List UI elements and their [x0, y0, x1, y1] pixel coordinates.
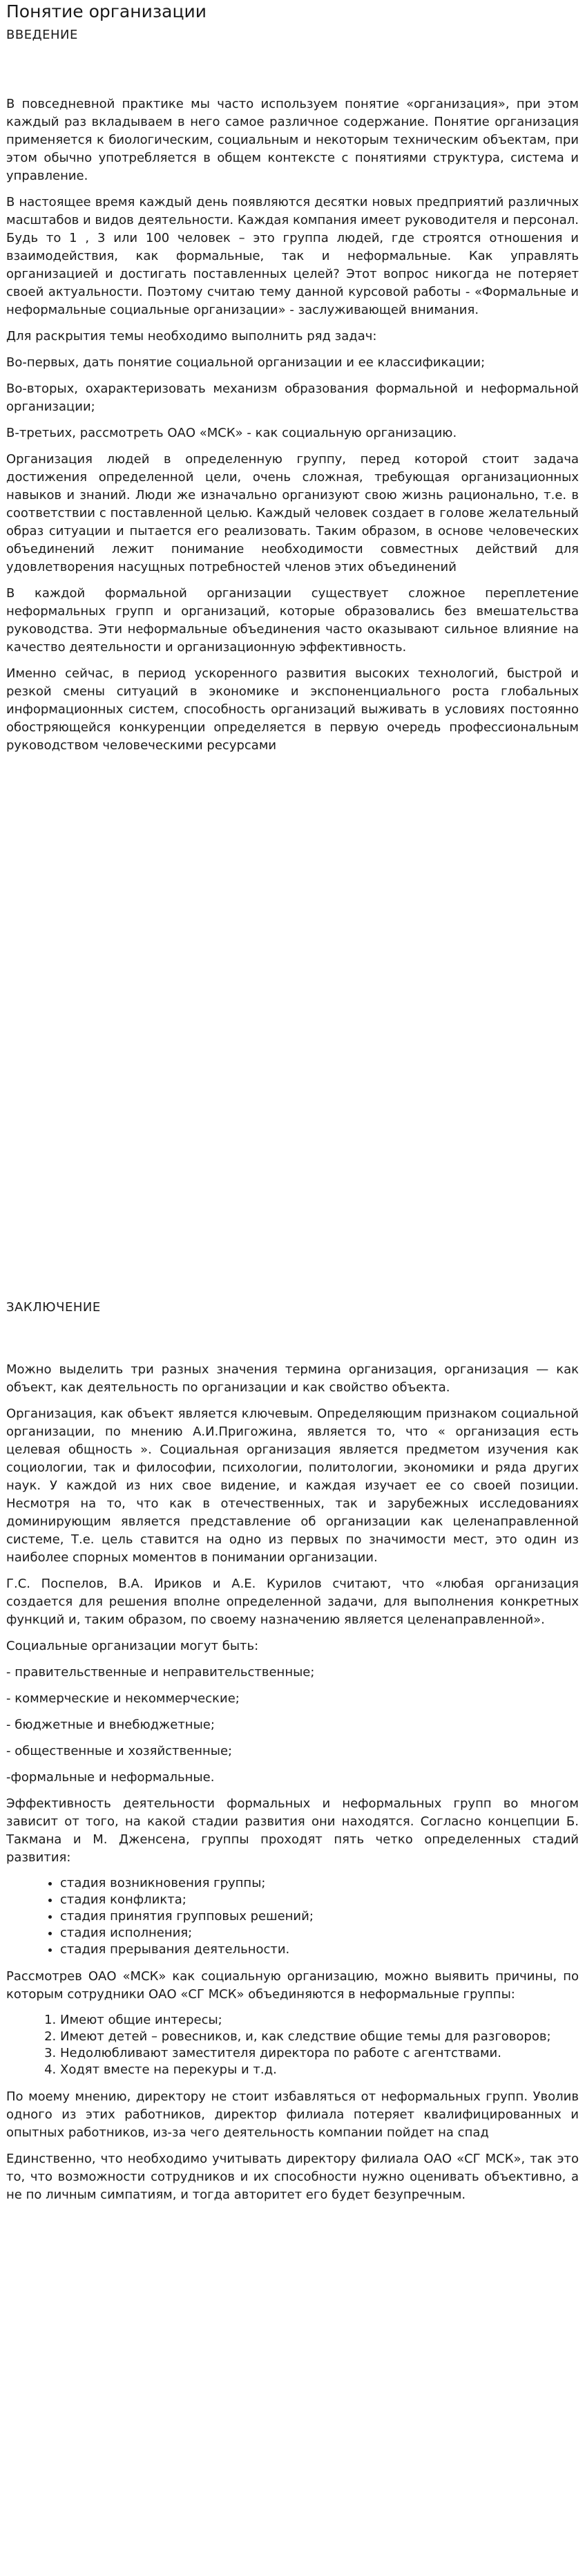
reasons-list	[6, 2012, 579, 2078]
list-item: • стадия принятия групповых решений;	[60, 1908, 579, 1925]
list-item: • стадия возникновения группы;	[60, 1875, 579, 1892]
list-item: • стадия исполнения;	[60, 1925, 579, 1942]
org-type-item: - общественные и хозяйственные;	[6, 1744, 233, 1758]
blank-space	[6, 1315, 579, 1361]
conclusion-paragraph: Эффективность деятельности формальных и неформальных групп во многом зависит от того, на какой стадии развития они находятся. Согласно концепции Б. Такмана и М. Дженсена, группы проходят пять четко определенных стадий развития:	[6, 1796, 579, 1865]
intro-paragraph: В каждой формальной организации существует сложное переплетение неформальных групп и организаций, которые образовались без вмешательства руководства. Эти неформальные объединения часто оказывают сильное влияние на качество деятельности и организационную эффективность.	[6, 586, 579, 655]
intro-paragraph: Организация людей в определенную группу, перед которой стоит задача достижения определенной цели, очень сложная, требующая организационных навыков и знаний. Люди же изначально организуют свою жизнь рационально, т.е. в соответствии с поставленной целью. Каждый человек создает в голове желательный образ ситуации и пытается его реализовать. Таким образом, в основе человеческих объединений лежит понимание необходимости совместных действий для удовлетворения насущных потребностей членов этих объединений	[6, 452, 579, 574]
intro-paragraph: Именно сейчас, в период ускоренного развития высоких технологий, быстрой и резкой смены ситуаций в экономике и экспоненциального роста глобальных информационных систем, способность организаций выживать в условиях постоянно обостряющейся конкуренции определяется в первую очередь профессиональным руководством человеческими ресурсами	[6, 666, 579, 753]
intro-paragraph: Во-первых, дать понятие социальной организации и ее классификации;	[6, 355, 486, 370]
list-item: 3. Недолюбливают заместителя директора по работе с агентствами.	[60, 2045, 579, 2062]
blank-space	[6, 763, 579, 1300]
org-type-item: - коммерческие и некоммерческие;	[6, 1691, 240, 1706]
conclusion-paragraph: Можно выделить три разных значения термина организация, организация — как объект, как деятельность по организации и как свойство объекта.	[6, 1362, 579, 1395]
intro-heading: ВВЕДЕНИЕ	[6, 28, 78, 42]
intro-paragraph: Для раскрытия темы необходимо выполнить ряд задач:	[6, 329, 377, 344]
org-type-item: - правительственные и неправительственные;	[6, 1665, 315, 1680]
org-type-item: -формальные и неформальные.	[6, 1770, 215, 1785]
list-item: • стадия прерывания деятельности.	[60, 1942, 579, 1958]
intro-paragraph: Во-вторых, охарактеризовать механизм образования формальной и неформальной организации;	[6, 382, 579, 414]
list-item: 4. Ходят вместе на перекуры и т.д.	[60, 2062, 579, 2078]
document-page	[6, 0, 579, 2212]
conclusion-heading: ЗАКЛЮЧЕНИЕ	[6, 1300, 101, 1315]
stages-list	[6, 1875, 579, 1958]
intro-paragraph: В-третьих, рассмотреть ОАО «МСК» - как социальную организацию.	[6, 426, 457, 440]
intro-paragraph: В настоящее время каждый день появляются десятки новых предприятий различных масштабов и видов деятельности. Каждая компания имеет руководителя и персонал. Будь то 1 , 3 или 100 человек – это группа людей, где строятся отношения и взаимодействия, как формальные, так и неформальные. Как управлять организацией и достигать поставленных целей? Этот вопрос никогда не потеряет своей актуальности. Поэтому считаю тему данной курсовой работы - «Формальные и неформальные социальные организации» - заслуживающей внимания.	[6, 195, 579, 317]
org-type-item: - бюджетные и внебюджетные;	[6, 1718, 215, 1732]
conclusion-paragraph: Рассмотрев ОАО «МСК» как социальную организацию, можно выявить причины, по которым сотрудники ОАО «СГ МСК» объединяются в неформальные группы:	[6, 1969, 579, 2002]
intro-paragraph: В повседневной практике мы часто используем понятие «организация», при этом каждый раз вкладываем в него самое различное содержание. Понятие организация применяется к биологическим, социальным и некоторым техническим объектам, при этом обычно употребляется в общем контексте с понятиями структура, система и управление.	[6, 97, 579, 183]
conclusion-paragraph: Г.С. Поспелов, В.А. Ириков и А.Е. Курилов считают, что «любая организация создается для решения вполне определенной задачи, для выполнения конкретных функций и, таким образом, по своему назначению является целенаправленной».	[6, 1577, 579, 1627]
list-item: 1. Имеют общие интересы;	[60, 2012, 579, 2029]
page-title: Понятие организации	[6, 1, 207, 21]
list-item: • стадия конфликта;	[60, 1892, 579, 1908]
conclusion-paragraph: Организация, как объект является ключевым. Определяющим признаком социальной организации, по мнению А.И.Пригожина, является то, что « организация есть целевая общность ». Социальная организация является предметом изучения как социологии, так и философии, психологии, политологии, экономики и ряда других наук. У каждой из них свое видение, и каждая изучает ее со своей позиции. Несмотря на то, что как в отечественных, так и зарубежных исследованиях доминирующим является представление об организации как целенаправленной системе, Т.е. цель ставится на одно из первых по значимости мест, это один из наиболее спорных моментов в понимании организации.	[6, 1407, 579, 1565]
list-item: 2. Имеют детей – ровесников, и, как следствие общие темы для разговоров;	[60, 2029, 579, 2045]
conclusion-paragraph: Социальные организации могут быть:	[6, 1639, 259, 1653]
conclusion-paragraph: Единственно, что необходимо учитывать директору филиала ОАО «СГ МСК», так это то, что возможности сотрудников и их способности нужно оценивать объективно, а не по личным симпатиям, и тогда авторитет его будет безупречным.	[6, 2152, 579, 2202]
conclusion-paragraph: По моему мнению, директору не стоит избавляться от неформальных групп. Уволив одного из этих работников, директор филиала потеряет квалифицированных и опытных работников, из-за чего деятельность компании пойдет на спад	[6, 2089, 579, 2140]
